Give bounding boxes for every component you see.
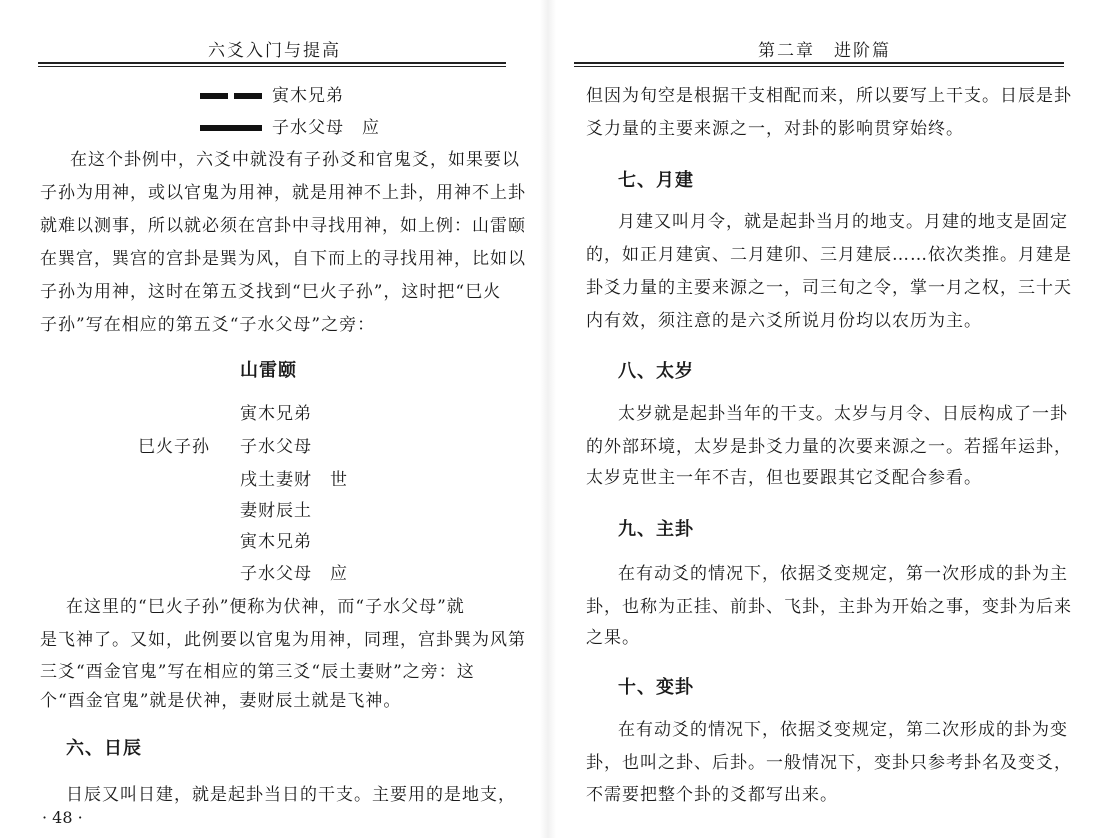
section-heading: 九、主卦 xyxy=(618,519,694,540)
hexagram-line-label: 子水父母 应 xyxy=(272,118,380,138)
header-rule xyxy=(574,62,1064,64)
paragraph-line: 子孙为用神，这时在第五爻找到“巳火子孙”，这时把“巳火 xyxy=(40,282,502,302)
paragraph-line: 的外部环境，太岁是卦爻力量的次要来源之一。若摇年运卦， xyxy=(586,437,1072,457)
paragraph-line: 三爻“酉金官鬼”写在相应的第三爻“辰土妻财”之旁：这 xyxy=(40,662,475,682)
hexagram-line-label: 寅木兄弟 xyxy=(272,86,344,106)
section-heading: 六、日辰 xyxy=(66,738,142,759)
paragraph-line: 的，如正月建寅、二月建卯、三月建辰……依次类推。月建是 xyxy=(586,245,1072,265)
paragraph-line: 在这个卦例中，六爻中就没有子孙爻和官鬼爻，如果要以 xyxy=(70,150,520,170)
paragraph-line: 卦，也叫之卦、后卦。一般情况下，变卦只参考卦名及变爻， xyxy=(586,753,1072,773)
paragraph-line: 在巽宫，巽宫的宫卦是巽为风，自下而上的寻找用神，比如以 xyxy=(40,249,526,269)
section-heading: 七、月建 xyxy=(618,170,694,191)
header-rule-thin xyxy=(574,66,1064,67)
fushen-label: 巳火子孙 xyxy=(138,437,210,457)
paragraph-line: 内有效，须注意的是六爻所说月份均以农历为主。 xyxy=(586,311,982,331)
paragraph-line: 但因为旬空是根据干支相配而来，所以要写上干支。日辰是卦 xyxy=(586,86,1072,106)
paragraph-line: 在有动爻的情况下，依据爻变规定，第一次形成的卦为主 xyxy=(618,564,1068,584)
paragraph-line: 子孙为用神，或以官鬼为用神，就是用神不上卦，用神不上卦 xyxy=(40,183,526,203)
example-line: 妻财辰土 xyxy=(240,501,312,521)
header-rule xyxy=(38,62,506,64)
running-header: 六爻入门与提高 xyxy=(208,41,341,61)
right-page xyxy=(548,0,1096,838)
section-heading: 八、太岁 xyxy=(618,361,694,382)
paragraph-line: 卦爻力量的主要来源之一，司三旬之令，掌一月之权，三十天 xyxy=(586,278,1072,298)
paragraph-line: 是飞神了。又如，此例要以官鬼为用神，同理，宫卦巽为风第 xyxy=(40,630,526,650)
example-line: 寅木兄弟 xyxy=(240,532,312,552)
paragraph-line: 子孙”写在相应的第五爻“子水父母”之旁： xyxy=(40,315,376,335)
header-rule-thin xyxy=(38,66,506,67)
section-heading: 十、变卦 xyxy=(618,677,694,698)
running-header: 第二章 进阶篇 xyxy=(758,41,891,61)
example-hexagram-title: 山雷颐 xyxy=(240,360,297,381)
paragraph-line: 爻力量的主要来源之一，对卦的影响贯穿始终。 xyxy=(586,119,964,139)
paragraph-line: 不需要把整个卦的爻都写出来。 xyxy=(586,785,838,805)
yin-line-left xyxy=(200,93,228,99)
paragraph-line: 太岁就是起卦当年的干支。太岁与月令、日辰构成了一卦 xyxy=(618,404,1068,424)
paragraph-line: 在有动爻的情况下，依据爻变规定，第二次形成的卦为变 xyxy=(618,720,1068,740)
paragraph-line: 月建又叫月令，就是起卦当月的地支。月建的地支是固定 xyxy=(618,212,1068,232)
paragraph-line: 个“酉金官鬼”就是伏神，妻财辰土就是飞神。 xyxy=(40,691,402,711)
example-line: 子水父母 应 xyxy=(240,564,348,584)
example-line: 子水父母 xyxy=(240,437,312,457)
paragraph-line: 卦，也称为正挂、前卦、飞卦，主卦为开始之事，变卦为后来 xyxy=(586,597,1072,617)
paragraph-line: 之果。 xyxy=(586,628,640,648)
page-number: · 48 · xyxy=(42,808,83,827)
yin-line-right xyxy=(234,93,262,99)
example-line: 寅木兄弟 xyxy=(240,404,312,424)
paragraph-line: 就难以测事，所以就必须在宫卦中寻找用神，如上例：山雷颐 xyxy=(40,216,526,236)
example-line: 戌土妻财 世 xyxy=(240,470,348,490)
paragraph-line: 日辰又叫日建，就是起卦当日的干支。主要用的是地支， xyxy=(66,785,516,805)
yang-line xyxy=(200,125,262,131)
paragraph-line: 太岁克世主一年不吉，但也要跟其它爻配合参看。 xyxy=(586,468,982,488)
paragraph-line: 在这里的“巳火子孙”便称为伏神，而“子水父母”就 xyxy=(66,597,465,617)
